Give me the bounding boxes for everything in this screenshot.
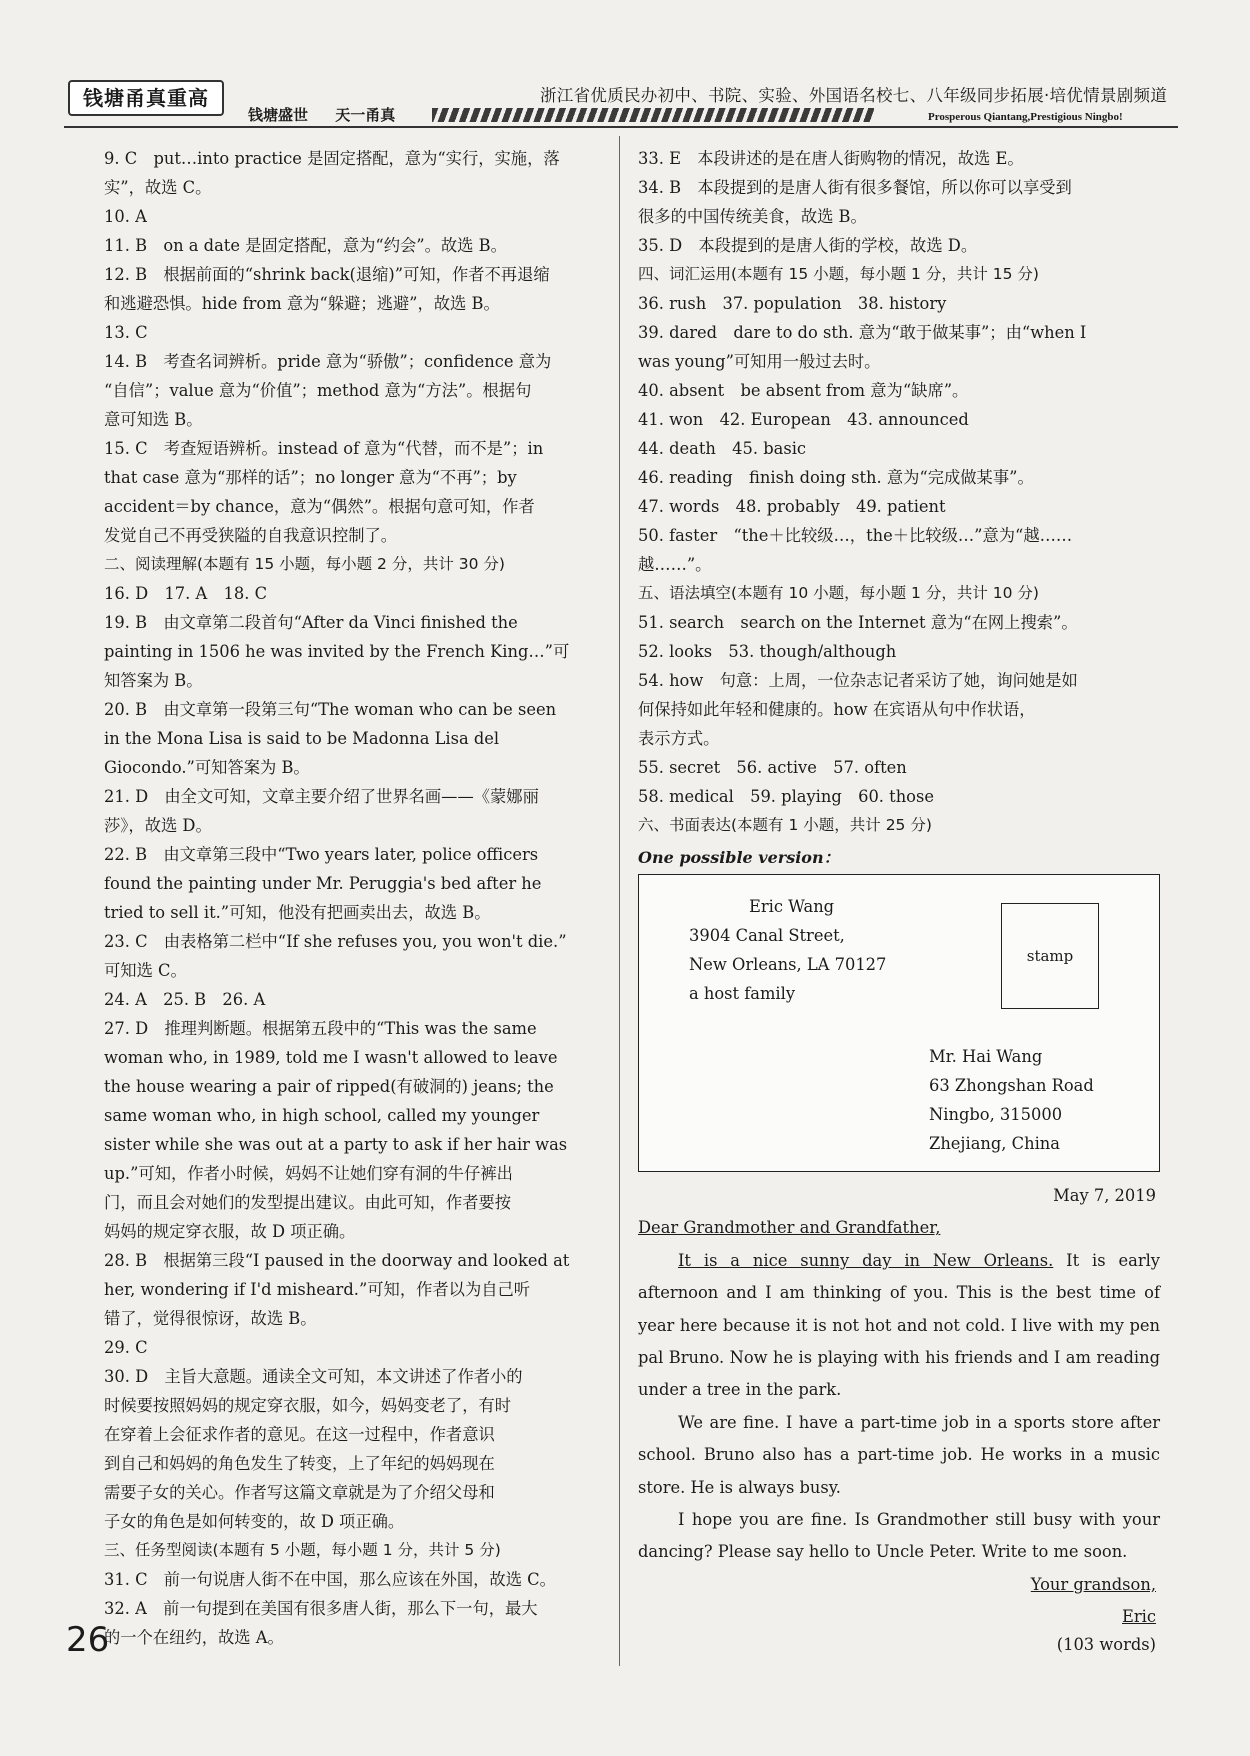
recipient-region: Zhejiang, China bbox=[929, 1134, 1060, 1153]
right-answer-line: 越……”。 bbox=[638, 555, 712, 574]
header-sub-right: 天一甬真 bbox=[335, 106, 396, 124]
left-answer-line: the house wearing a pair of ripped(有破洞的) jeans; the bbox=[104, 1077, 554, 1096]
left-answer-line: 二、阅读理解(本题有 15 小题，每小题 2 分，共计 30 分) bbox=[104, 555, 505, 573]
left-answer-line: 错了，觉得很惊讶，故选 B。 bbox=[104, 1309, 317, 1328]
left-answer-line: 14. B 考查名词辨析。pride 意为“骄傲”；confidence 意为 bbox=[104, 352, 552, 371]
left-answer-line: found the painting under Mr. Peruggia's bed after he bbox=[104, 874, 542, 893]
left-answer-line: woman who, in 1989, told me I wasn't allowed to leave bbox=[104, 1048, 558, 1067]
left-answer-line: 27. D 推理判断题。根据第五段中的“This was the same bbox=[104, 1019, 537, 1038]
right-answer-line: 47. words 48. probably 49. patient bbox=[638, 497, 946, 516]
letter-date: May 7, 2019 bbox=[1053, 1186, 1156, 1205]
right-answer-line: 40. absent be absent from 意为“缺席”。 bbox=[638, 381, 969, 400]
letter-paragraph-3: I hope you are fine. Is Grandmother still busy with your dancing? Please say hello to Uncle Peter. Write to me soon. bbox=[638, 1510, 1160, 1562]
left-answer-line: that case 意为“那样的话”；no longer 意为“不再”；by bbox=[104, 468, 517, 487]
letter-signature: Eric bbox=[1122, 1607, 1156, 1627]
left-answer-line: 莎》，故选 D。 bbox=[104, 816, 212, 835]
right-column-answers bbox=[638, 144, 1166, 840]
left-answer-line: 发觉自己不再受狭隘的自我意识控制了。 bbox=[104, 526, 398, 545]
possible-version-label: One possible version： bbox=[638, 848, 840, 867]
sender-note: a host family bbox=[689, 984, 796, 1003]
right-answer-line: was young”可知用一般过去时。 bbox=[638, 352, 881, 371]
sender-street: 3904 Canal Street, bbox=[689, 926, 845, 945]
right-answer-line: 何保持如此年轻和健康的。how 在宾语从句中作状语， bbox=[638, 700, 1036, 719]
left-answer-line: 需要子女的关心。作者写这篇文章就是为了介绍父母和 bbox=[104, 1483, 495, 1502]
left-answer-line: 19. B 由文章第二段首句“After da Vinci finished the bbox=[104, 613, 518, 632]
left-answer-line: 门，而且会对她们的发型提出建议。由此可知，作者要按 bbox=[104, 1193, 512, 1212]
right-answer-line: 四、词汇运用(本题有 15 小题，每小题 1 分，共计 15 分) bbox=[638, 265, 1039, 283]
left-answer-line: “自信”；value 意为“价值”；method 意为“方法”。根据句 bbox=[104, 381, 532, 400]
word-count: (103 words) bbox=[1056, 1634, 1156, 1654]
left-answer-line: 妈妈的规定穿衣服，故 D 项正确。 bbox=[104, 1222, 356, 1241]
left-answer-line: 28. B 根据第三段“I paused in the doorway and looked at bbox=[104, 1251, 570, 1270]
header-rule bbox=[64, 126, 1178, 128]
column-divider bbox=[619, 136, 620, 1666]
left-answer-line: 和逃避恐惧。hide from 意为“躲避；逃避”，故选 B。 bbox=[104, 294, 500, 313]
right-answer-line: 51. search search on the Internet 意为“在网上搜索”。 bbox=[638, 613, 1078, 632]
left-answer-line: 子女的角色是如何转变的，故 D 项正确。 bbox=[104, 1512, 405, 1531]
sender-city: New Orleans, LA 70127 bbox=[689, 955, 887, 974]
letter-salutation: Dear Grandmother and Grandfather, bbox=[638, 1218, 941, 1238]
letter-p1-underlined: It is a nice sunny day in New Orleans. bbox=[678, 1250, 1054, 1270]
left-answer-line: 30. D 主旨大意题。通读全文可知，本文讲述了作者小的 bbox=[104, 1367, 523, 1386]
left-answer-line: 24. A 25. B 26. A bbox=[104, 990, 266, 1009]
header-sub-left: 钱塘盛世 bbox=[248, 106, 309, 124]
stamp-label: stamp bbox=[1026, 947, 1074, 965]
left-answer-line: 的一个在纽约，故选 A。 bbox=[104, 1628, 284, 1647]
right-answer-line: 36. rush 37. population 38. history bbox=[638, 294, 947, 313]
left-answer-line: 时候要按照妈妈的规定穿衣服，如今，妈妈变老了，有时 bbox=[104, 1396, 512, 1415]
left-answer-line: her, wondering if I'd misheard.”可知，作者以为自己听 bbox=[104, 1280, 531, 1299]
left-answer-line: 可知选 C。 bbox=[104, 961, 187, 980]
left-answer-line: 29. C bbox=[104, 1338, 148, 1357]
right-answer-line: 52. looks 53. though/although bbox=[638, 642, 897, 661]
right-answer-line: 33. E 本段讲述的是在唐人街购物的情况，故选 E。 bbox=[638, 149, 1024, 168]
right-answer-line: 六、书面表达(本题有 1 小题，共计 25 分) bbox=[638, 816, 932, 834]
header-series-title: 浙江省优质民办初中、书院、实验、外国语名校七、八年级同步拓展·培优情景剧频道 bbox=[540, 86, 1168, 105]
stamp-box bbox=[1001, 903, 1099, 1009]
left-answer-line: tried to sell it.”可知，他没有把画卖出去，故选 B。 bbox=[104, 903, 491, 922]
left-answer-line: Giocondo.”可知答案为 B。 bbox=[104, 758, 310, 777]
right-answer-line: 35. D 本段提到的是唐人街的学校，故选 D。 bbox=[638, 236, 978, 255]
header-slogan: Prosperous Qiantang,Prestigious Ningbo! bbox=[928, 111, 1123, 123]
left-answer-line: accident＝by chance，意为“偶然”。根据句意可知，作者 bbox=[104, 497, 535, 516]
left-answer-line: sister while she was out at a party to ask if her hair was bbox=[104, 1135, 568, 1154]
left-answer-line: 13. C bbox=[104, 323, 148, 342]
left-answer-line: 9. C put…into practice 是固定搭配，意为“实行，实施，落 bbox=[104, 149, 560, 168]
right-answer-line: 46. reading finish doing sth. 意为“完成做某事”。 bbox=[638, 468, 1034, 487]
header-decorative-stripe bbox=[432, 108, 874, 122]
right-answer-line: 55. secret 56. active 57. often bbox=[638, 758, 907, 777]
letter-paragraph-1 bbox=[638, 1245, 1160, 1407]
left-answer-line: 22. B 由文章第三段中“Two years later, police officers bbox=[104, 845, 539, 864]
left-answer-line: in the Mona Lisa is said to be Madonna Lisa del bbox=[104, 729, 500, 748]
left-answer-line: 三、任务型阅读(本题有 5 小题，每小题 1 分，共计 5 分) bbox=[104, 1541, 501, 1559]
left-answer-line: 15. C 考查短语辨析。instead of 意为“代替，而不是”；in bbox=[104, 439, 544, 458]
left-answer-line: 12. B 根据前面的“shrink back(退缩)”可知，作者不再退缩 bbox=[104, 265, 550, 284]
right-answer-line: 39. dared dare to do sth. 意为“敢于做某事”；由“when I bbox=[638, 323, 1087, 342]
recipient-name: Mr. Hai Wang bbox=[929, 1047, 1043, 1066]
left-answer-line: 20. B 由文章第一段第三句“The woman who can be seen bbox=[104, 700, 557, 719]
left-answer-line: 16. D 17. A 18. C bbox=[104, 584, 268, 603]
left-answer-line: 21. D 由全文可知，文章主要介绍了世界名画——《蒙娜丽 bbox=[104, 787, 539, 806]
letter-closing: Your grandson, bbox=[1030, 1574, 1156, 1594]
letter-paragraph-2: We are fine. I have a part-time job in a sports store after school. Bruno also has a part-time job. He works in a music store. He is always busy. bbox=[638, 1412, 1160, 1497]
right-answer-line: 54. how 句意：上周，一位杂志记者采访了她，询问她是如 bbox=[638, 671, 1078, 690]
right-answer-line: 44. death 45. basic bbox=[638, 439, 807, 458]
left-answer-line: up.”可知，作者小时候，妈妈不让她们穿有洞的牛仔裤出 bbox=[104, 1164, 513, 1183]
right-answer-line: 很多的中国传统美食，故选 B。 bbox=[638, 207, 867, 226]
recipient-street: 63 Zhongshan Road bbox=[929, 1076, 1094, 1095]
left-answer-line: 11. B on a date 是固定搭配，意为“约会”。故选 B。 bbox=[104, 236, 507, 255]
left-answer-line: 23. C 由表格第二栏中“If she refuses you, you won't die.” bbox=[104, 932, 567, 951]
header-subtitle bbox=[248, 104, 417, 125]
left-answer-line: 在穿着上会征求作者的意见。在这一过程中，作者意识 bbox=[104, 1425, 495, 1444]
sender-name: Eric Wang bbox=[749, 897, 835, 916]
envelope bbox=[638, 874, 1160, 1172]
page-number: 26 bbox=[66, 1620, 110, 1660]
letter-p1-rest: It is early afternoon and I am thinking of you. This is the best time of year here because it is not hot and not cold. I live with my pen pal Bruno. Now he is playing with his friends and I am reading under a tree in the park. bbox=[638, 1250, 1161, 1400]
right-answer-line: 34. B 本段提到的是唐人街有很多餐馆，所以你可以享受到 bbox=[638, 178, 1072, 197]
right-answer-line: 41. won 42. European 43. announced bbox=[638, 410, 969, 429]
recipient-city: Ningbo, 315000 bbox=[929, 1105, 1063, 1124]
series-logo: 钱塘甬真重高 bbox=[68, 80, 224, 116]
left-answer-line: 10. A bbox=[104, 207, 147, 226]
left-answer-line: 32. A 前一句提到在美国有很多唐人街，那么下一句，最大 bbox=[104, 1599, 538, 1618]
left-answer-line: painting in 1506 he was invited by the French King…”可 bbox=[104, 642, 570, 661]
left-column-answers bbox=[104, 144, 638, 1652]
left-answer-line: 31. C 前一句说唐人街不在中国，那么应该在外国，故选 C。 bbox=[104, 1570, 556, 1589]
right-answer-line: 58. medical 59. playing 60. those bbox=[638, 787, 934, 806]
left-answer-line: 意可知选 B。 bbox=[104, 410, 203, 429]
right-answer-line: 50. faster “the＋比较级…，the＋比较级…”意为“越…… bbox=[638, 526, 1073, 545]
left-answer-line: 到自己和妈妈的角色发生了转变，上了年纪的妈妈现在 bbox=[104, 1454, 495, 1473]
letter-body bbox=[638, 1180, 1160, 1656]
right-answer-line: 五、语法填空(本题有 10 小题，每小题 1 分，共计 10 分) bbox=[638, 584, 1039, 602]
right-answer-line: 表示方式。 bbox=[638, 729, 720, 748]
left-answer-line: same woman who, in high school, called my younger bbox=[104, 1106, 540, 1125]
left-answer-line: 实”，故选 C。 bbox=[104, 178, 212, 197]
left-answer-line: 知答案为 B。 bbox=[104, 671, 203, 690]
